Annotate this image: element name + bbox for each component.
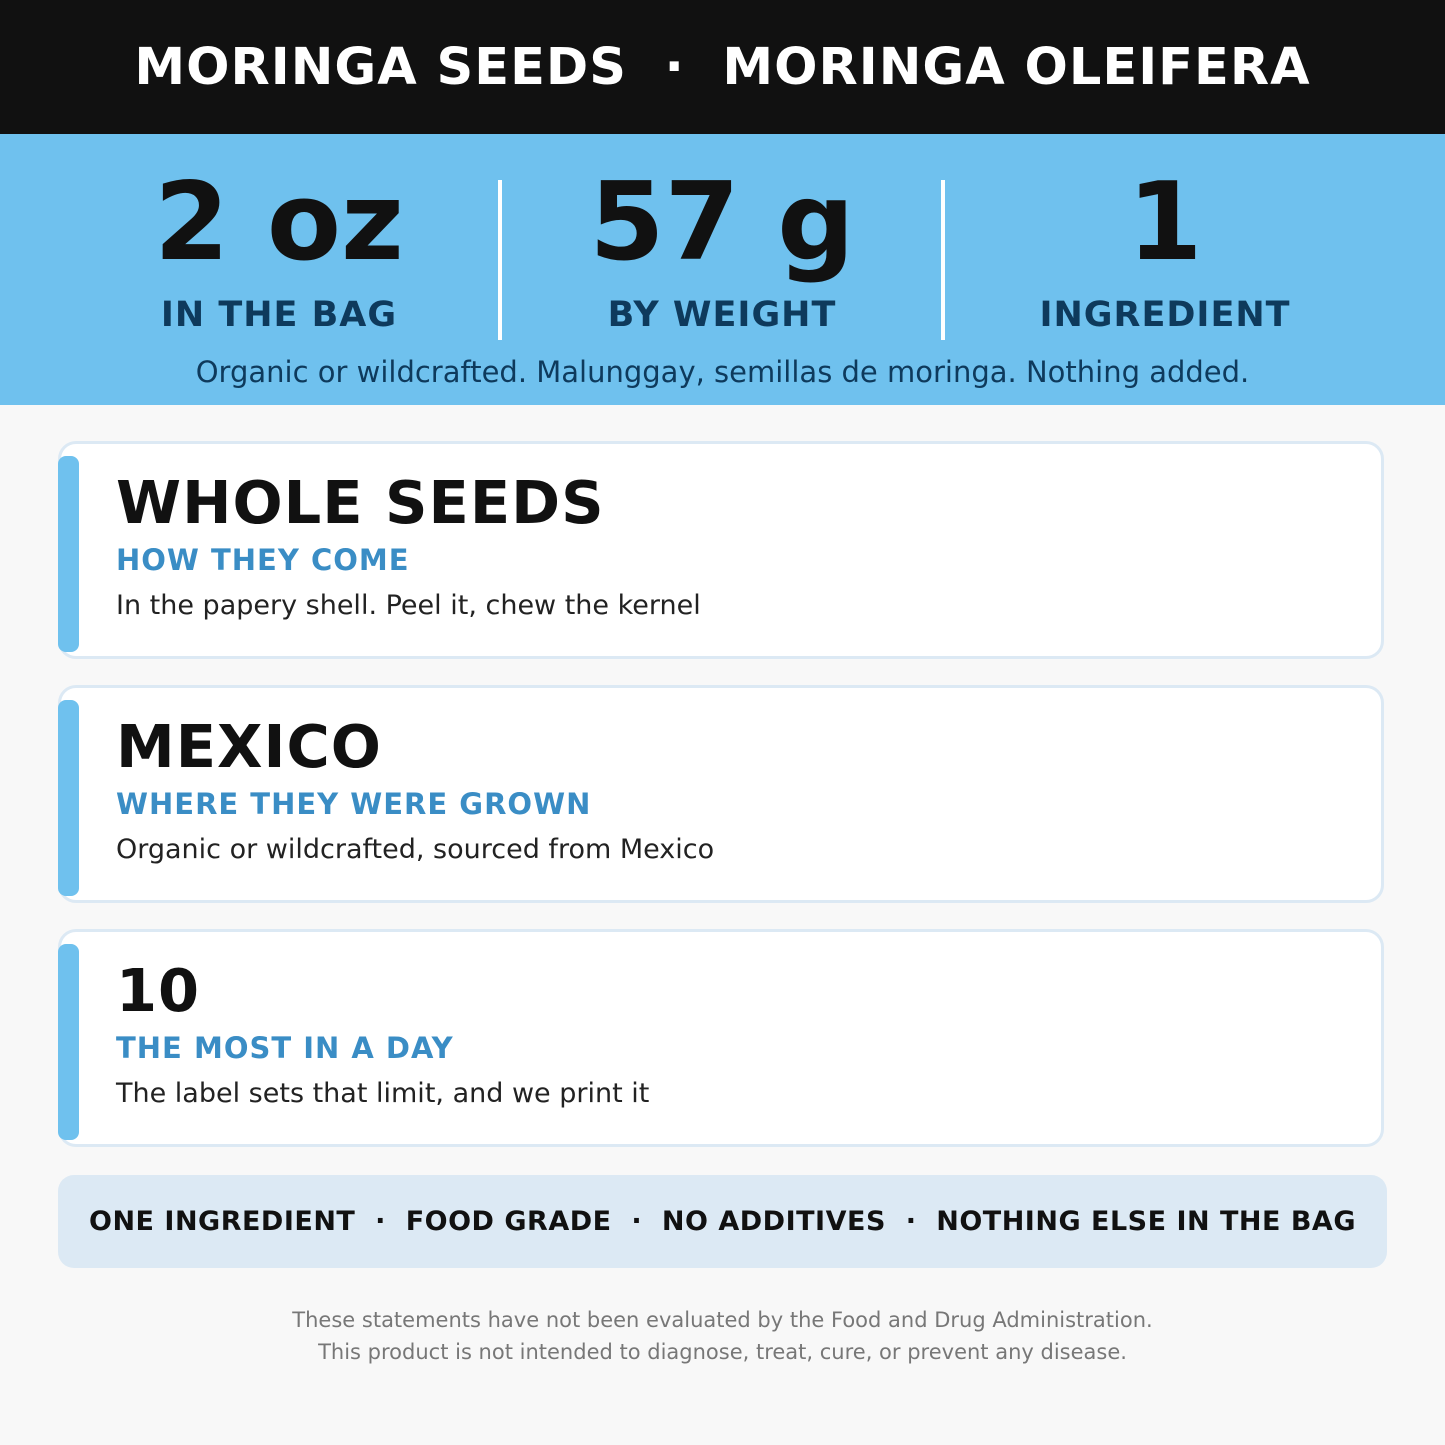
card-subtitle: WHERE THEY WERE GROWN xyxy=(116,787,592,821)
stat-label: INGREDIENT xyxy=(1039,295,1291,335)
stats-panel xyxy=(0,134,1445,405)
stat-weight-oz xyxy=(129,160,429,335)
stat-value: 57 g xyxy=(589,160,855,285)
card-description: Organic or wildcrafted, sourced from Mexico xyxy=(116,834,715,865)
stat-value: 1 xyxy=(1127,160,1203,285)
disclaimer-line-2: This product is not intended to diagnose, treat, cure, or prevent any disease. xyxy=(318,1340,1127,1364)
info-card-origin xyxy=(58,685,1384,903)
card-subtitle: THE MOST IN A DAY xyxy=(116,1031,454,1065)
stat-divider xyxy=(498,180,502,340)
card-description: The label sets that limit, and we print it xyxy=(116,1078,650,1109)
card-title: WHOLE SEEDS xyxy=(116,468,605,537)
card-accent-bar xyxy=(58,456,79,652)
card-title: 10 xyxy=(116,956,201,1025)
info-card-form xyxy=(58,441,1384,659)
stat-value: 2 oz xyxy=(154,160,404,285)
stat-label: BY WEIGHT xyxy=(607,295,837,335)
stat-divider xyxy=(941,180,945,340)
tagline: Organic or wildcrafted. Malunggay, semillas de moringa. Nothing added. xyxy=(195,355,1250,389)
card-title: MEXICO xyxy=(116,712,382,781)
stat-label: IN THE BAG xyxy=(160,295,398,335)
feature-banner: ONE INGREDIENT · FOOD GRADE · NO ADDITIVES · NOTHING ELSE IN THE BAG xyxy=(58,1175,1387,1268)
disclaimer-line-1: These statements have not been evaluated by the Food and Drug Administration. xyxy=(292,1308,1153,1332)
info-card-daily-limit xyxy=(58,929,1384,1147)
stat-ingredient-count xyxy=(1015,160,1315,335)
card-accent-bar xyxy=(58,700,79,896)
stat-weight-g xyxy=(572,160,872,335)
card-description: In the papery shell. Peel it, chew the kernel xyxy=(116,590,701,621)
card-accent-bar xyxy=(58,944,79,1140)
page-title: MORINGA SEEDS · MORINGA OLEIFERA xyxy=(0,0,1445,134)
card-subtitle: HOW THEY COME xyxy=(116,543,410,577)
